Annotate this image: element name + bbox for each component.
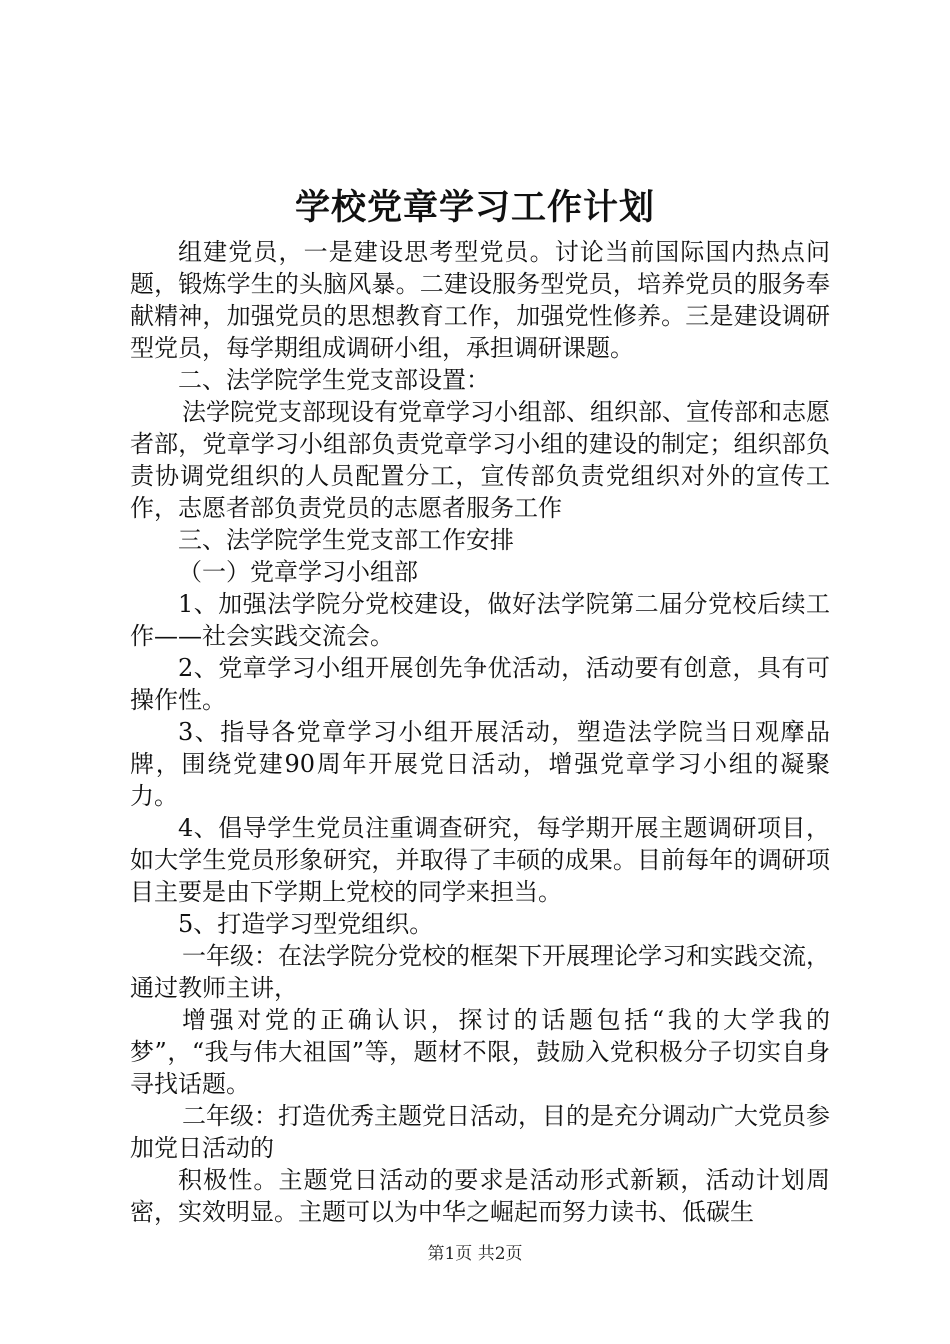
list-item: 2、党章学习小组开展创先争优活动，活动要有创意，具有可操作性。 (130, 654, 830, 714)
section-heading: 二、法学院学生党支部设置： (178, 366, 490, 394)
list-item: 3、指导各党章学习小组开展活动，塑造法学院当日观摩品牌，围绕党建90周年开展党日活动，增强党章学习小组的凝聚力。 (130, 718, 830, 810)
page-number: 第1页 共2页 (427, 1244, 523, 1264)
document-title: 学校党章学习工作计划 (294, 187, 655, 228)
list-item: 5、打造学习型党组织。 (178, 910, 434, 938)
paragraph: 二年级：打造优秀主题党日活动，目的是充分调动广大党员参加党日活动的 (130, 1102, 830, 1162)
list-item: 4、倡导学生党员注重调查研究，每学期开展主题调研项目，如大学生党员形象研究，并取得了丰硕的成果。目前每年的调研项目主要是由下学期上党校的同学来担当。 (130, 814, 830, 906)
paragraph: 法学院党支部现设有党章学习小组部、组织部、宣传部和志愿者部，党章学习小组部负责党章学习小组的建设的制定；组织部负责协调党组织的人员配置分工，宣传部负责党组织对外的宣传工作，志愿者部负责党员的志愿者服务工作 (130, 398, 830, 522)
document-body (130, 236, 830, 1228)
paragraph: 增强对党的正确认识，探讨的话题包括“我的大学我的梦”，“我与伟大祖国”等，题材不限，鼓励入党积极分子切实自身寻找话题。 (130, 1006, 830, 1098)
paragraph: 组建党员，一是建设思考型党员。讨论当前国际国内热点问题，锻炼学生的头脑风暴。二建设服务型党员，培养党员的服务奉献精神，加强党员的思想教育工作，加强党性修养。三是建设调研型党员，每学期组成调研小组，承担调研课题。 (130, 238, 830, 362)
paragraph: 积极性。主题党日活动的要求是活动形式新颖，活动计划周密，实效明显。主题可以为中华之崛起而努力读书、低碳生 (130, 1166, 830, 1226)
section-heading: 三、法学院学生党支部工作安排 (178, 526, 514, 554)
list-item: 1、加强法学院分党校建设，做好法学院第二届分党校后续工作——社会实践交流会。 (130, 590, 830, 650)
subsection-heading: （一）党章学习小组部 (178, 558, 418, 586)
paragraph: 一年级：在法学院分党校的框架下开展理论学习和实践交流，通过教师主讲， (130, 942, 830, 1002)
